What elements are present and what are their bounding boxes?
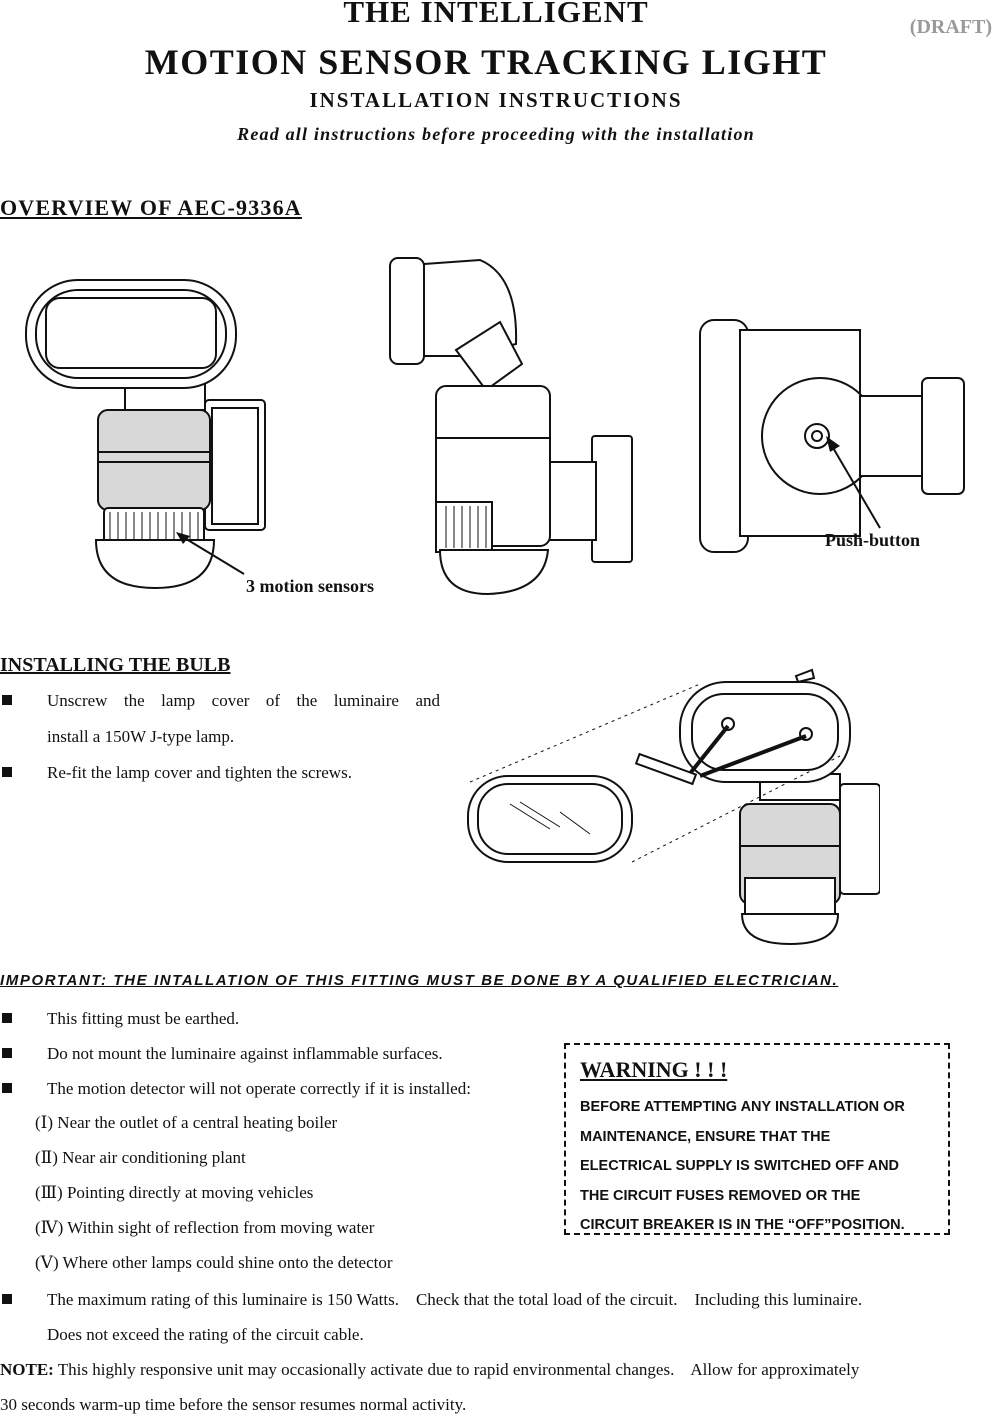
important-item-3 [0,1078,471,1099]
front-view-illustration [26,280,265,588]
important-item-1 [0,1008,239,1029]
important-item-text: Do not mount the luminaire against inflammable surfaces. [47,1044,443,1063]
bulb-item-text: Unscrew the lamp cover of the luminaire and [47,691,440,710]
side-view-illustration [390,258,632,594]
bulb-install-illustration [460,664,880,949]
draft-mark: (DRAFT) [909,16,992,38]
subtitle: INSTALLATION INSTRUCTIONS [309,88,683,112]
sub-item-3: (Ⅲ) Pointing directly at moving vehicles [35,1183,314,1202]
warning-line: THE CIRCUIT FUSES REMOVED OR THE [580,1187,861,1204]
bullet-icon [0,693,14,707]
warning-line: BEFORE ATTEMPTING ANY INSTALLATION OR [580,1099,905,1115]
warning-title: WARNING ! ! ! [580,1057,728,1082]
sub-item-5: (Ⅴ) Where other lamps could shine onto the detector [35,1253,393,1272]
sub-item-2: (Ⅱ) Near air conditioning plant [35,1148,246,1167]
warning-line: ELECTRICAL SUPPLY IS SWITCHED OFF AND [580,1158,900,1174]
warning-text [580,1093,942,1241]
title-line-1: THE INTELLIGENT [343,0,649,29]
important-item-text: This fitting must be earthed. [47,1009,240,1028]
important-item-2 [0,1043,443,1064]
bulb-heading: INSTALLING THE BULB [0,654,231,676]
motion-sensors-label: 3 motion sensors [246,576,375,596]
tagline: Read all instructions before proceeding with the installation [237,124,755,144]
warning-line: MAINTENANCE, ENSURE THAT THE [580,1128,831,1145]
note-text: This highly responsive unit may occasionally activate due to rapid environmental changes. Allow for approximately [53,1360,860,1379]
note-line-2: 30 seconds warm-up time before the sensor resumes normal activity. [0,1395,467,1414]
bulb-item-text: Re-fit the lamp cover and tighten the screws. [47,763,352,782]
overview-heading: OVERVIEW OF AEC-9336A [0,195,302,220]
bullet-icon [0,765,14,779]
bullet-icon [0,1046,14,1060]
bulb-item-2 [0,762,440,783]
important-item-text: The maximum rating of this luminaire is 150 Watts. Check that the total load of the circuit. Including this luminaire. [47,1290,863,1309]
warning-line: CIRCUIT BREAKER IS IN THE “OFF”POSITION. [580,1217,905,1233]
important-item-4-cont: Does not exceed the rating of the circuit cable. [47,1325,364,1344]
bulb-item-1-cont: install a 150W J-type lamp. [47,727,235,746]
back-view-illustration [700,320,964,552]
push-button-label: Push-button [825,530,921,550]
important-item-text: The motion detector will not operate correctly if it is installed: [47,1079,471,1098]
title-line-2: MOTION SENSOR TRACKING LIGHT [144,42,828,82]
note-label: NOTE: [0,1360,54,1379]
overview-illustrations [0,240,992,610]
warning-box [564,1043,950,1235]
bullet-icon [0,1292,14,1306]
sub-item-1: (Ⅰ) Near the outlet of a central heating boiler [35,1113,338,1132]
sub-item-4: (Ⅳ) Within sight of reflection from moving water [35,1218,375,1237]
note-line-1 [0,1359,859,1380]
important-item-4 [0,1289,992,1310]
bullet-icon [0,1081,14,1095]
bulb-item-1 [0,690,440,711]
bullet-icon [0,1011,14,1025]
important-heading: IMPORTANT: THE INTALLATION OF THIS FITTING MUST BE DONE BY A QUALIFIED ELECTRICIAN. [0,972,839,989]
